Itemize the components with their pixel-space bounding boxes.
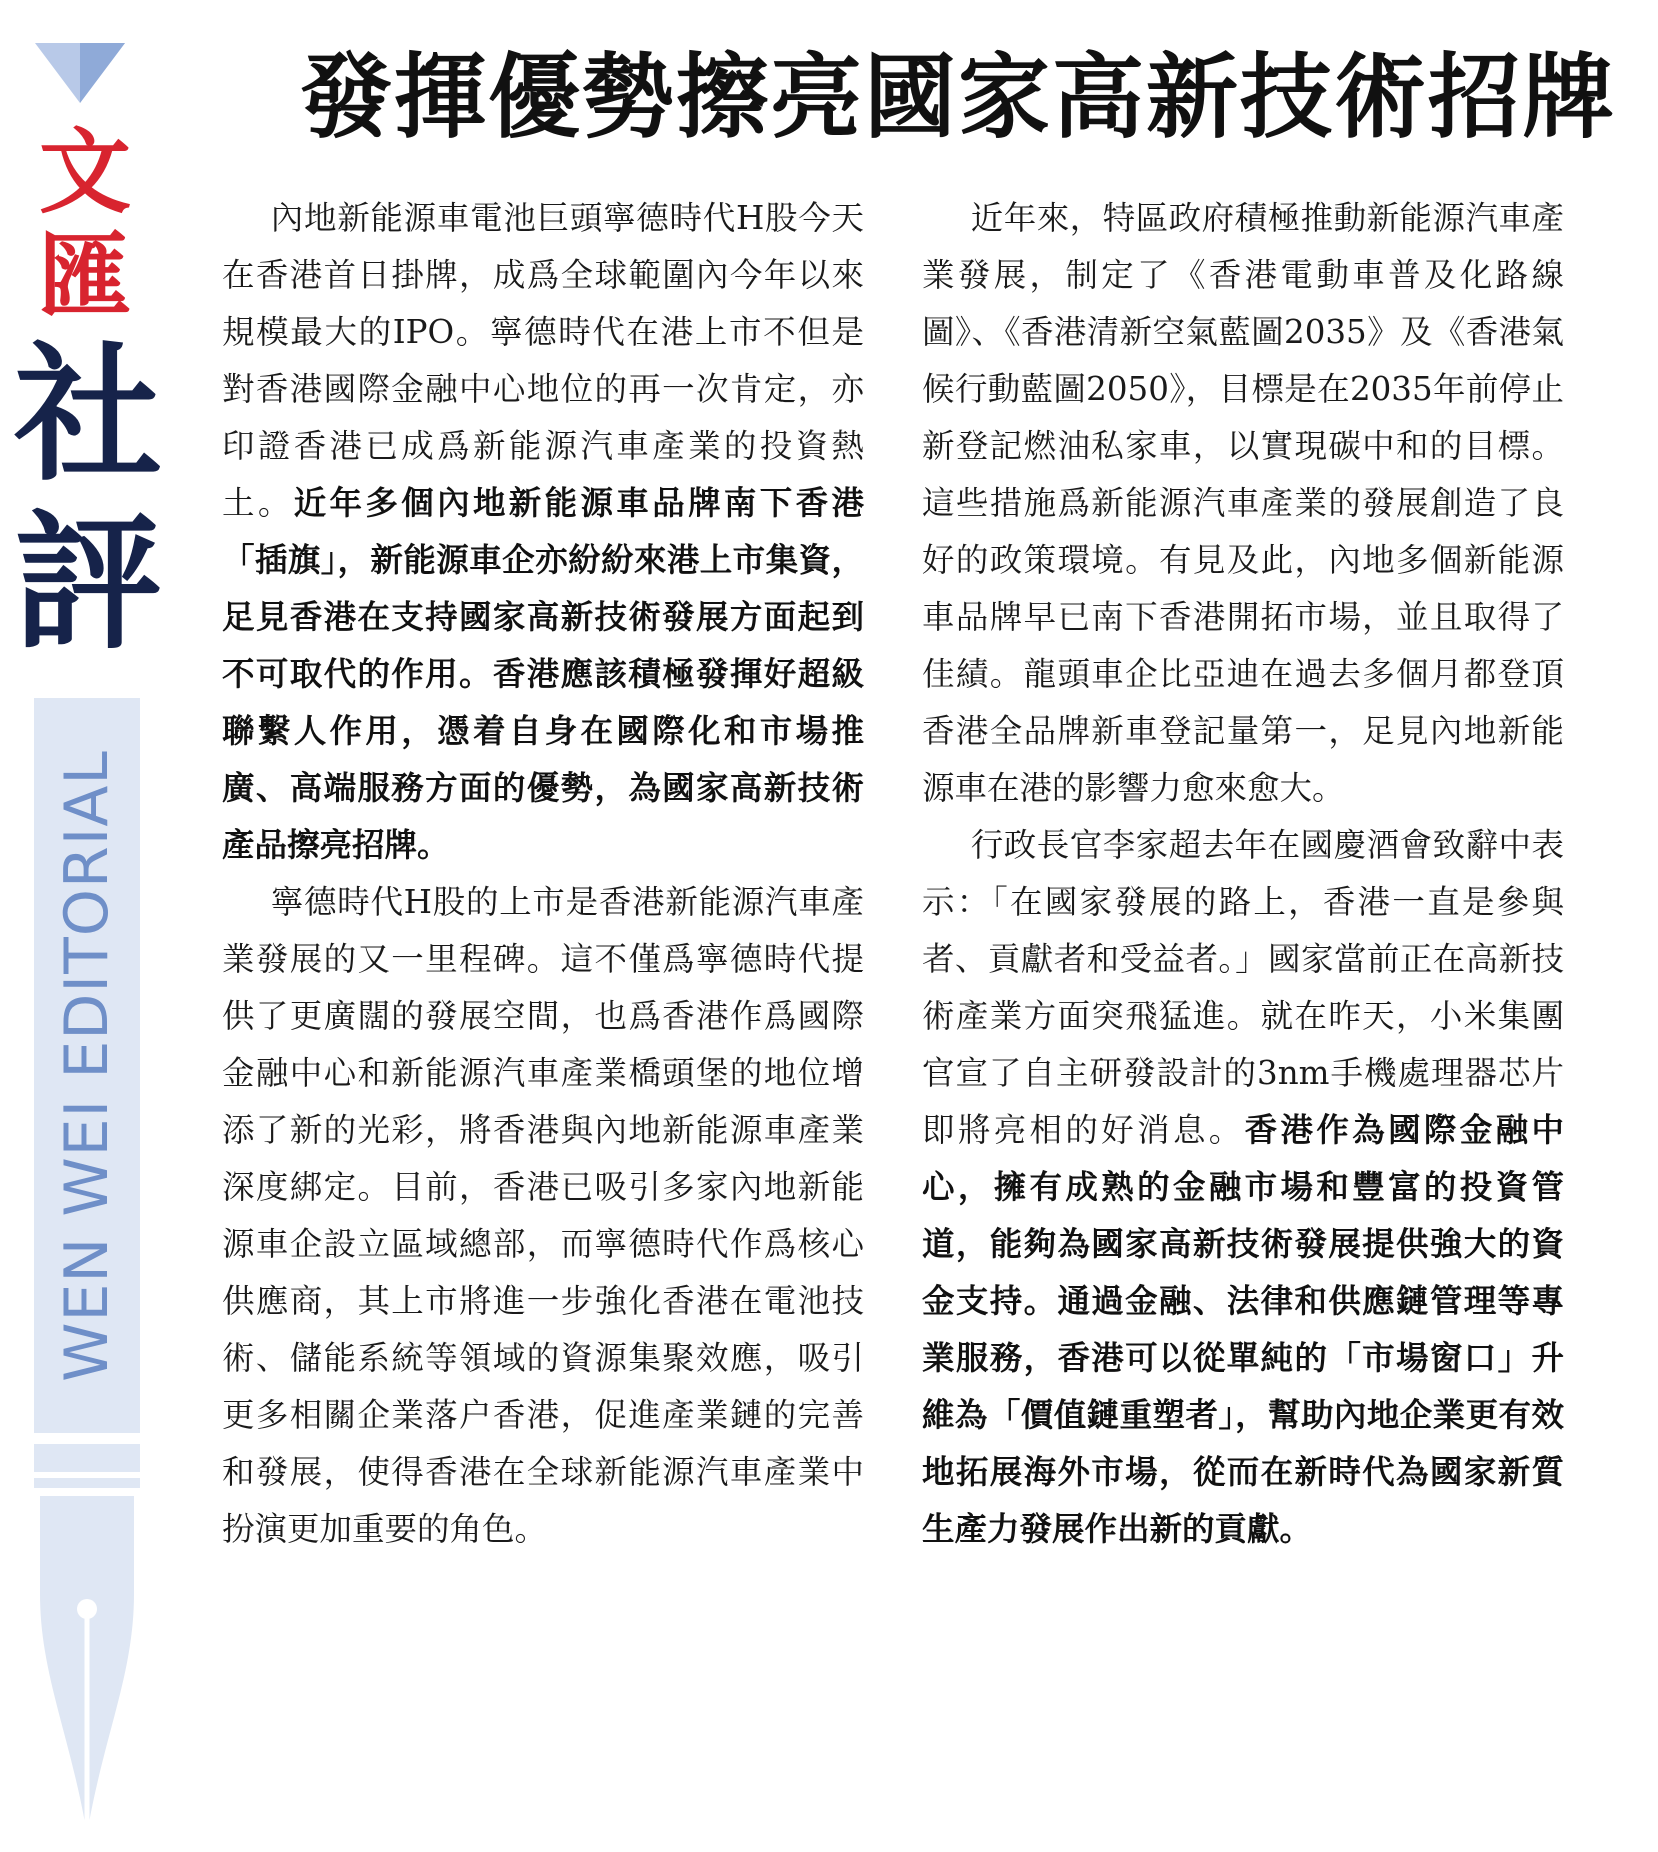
- wenwei-logo: [30, 120, 140, 328]
- article-column-left: [222, 190, 864, 1558]
- paragraph: 近年來，特區政府積極推動新能源汽車產業發展，制定了《香港電動車普及化路線圖》、《香港清新空氣藍圖2035》及《香港氣候行動藍圖2050》，目標是在2035年前停止新登記燃油私家車，以實現碳中和的目標。這些措施爲新能源汽車產業的發展創造了良好的政策環境。有見及此，內地多個新能源車品牌早已南下香港開拓市場，並且取得了佳績。龍頭車企比亞迪在過去多個月都登頂香港全品牌新車登記量第一，足見內地新能源車在港的影響力愈來愈大。: [922, 199, 1564, 807]
- paragraph-emphasis: 近年多個內地新能源車品牌南下香港「插旗」，新能源車企亦紛紛來港上市集資，足見香港在支持國家高新技術發展方面起到不可取代的作用。香港應該積極發揮好超級聯繫人作用，憑着自身在國際化和市場推廣、高端服務方面的優勢，為國家高新技術產品擦亮招牌。: [222, 484, 864, 864]
- wen-wei-editorial-text: WEN WEI EDITORIAL: [52, 749, 122, 1382]
- article-column-right: [922, 190, 1564, 1558]
- paragraph-text: 行政長官李家超去年在國慶酒會致辭中表示：「在國家發展的路上，香港一直是參與者、貢獻者和受益者。」國家當前正在高新技術產業方面突飛猛進。就在昨天，小米集團官宣了自主研發設計的3nm手機處理器芯片即將亮相的好消息。: [922, 826, 1564, 1149]
- paragraph: [222, 190, 864, 874]
- label-char-2: 評: [14, 495, 162, 669]
- editorial-label: [14, 327, 162, 669]
- logo-char-1: 文: [38, 118, 131, 226]
- fountain-pen-icon: [34, 1444, 140, 1844]
- headline: 發揮優勢擦亮國家高新技術招牌: [300, 43, 1617, 151]
- paragraph-text: 內地新能源車電池巨頭寧德時代H股今天在香港首日掛牌，成爲全球範圍內今年以來規模最大的IPO。寧德時代在港上市不但是對香港國際金融中心地位的再一次肯定，亦印證香港已成爲新能源汽車產業的投資熱土。: [222, 199, 864, 522]
- editorial-banner: [0, 0, 175, 1852]
- paragraph: 寧德時代H股的上市是香港新能源汽車產業發展的又一里程碑。這不僅爲寧德時代提供了更廣闊的發展空間，也爲香港作爲國際金融中心和新能源汽車產業橋頭堡的地位增添了新的光彩，將香港與內地新能源車產業深度綁定。目前，香港已吸引多家內地新能源車企設立區域總部，而寧德時代作爲核心供應商，其上市將進一步強化香港在電池技術、儲能系統等領域的資源集聚效應，吸引更多相關企業落户香港，促進產業鏈的完善和發展，使得香港在全球新能源汽車產業中扮演更加重要的角色。: [222, 883, 864, 1548]
- triangle-icon: [20, 38, 140, 108]
- paragraph: [922, 817, 1564, 1558]
- logo-char-2: 匯: [38, 222, 131, 330]
- paragraph-emphasis: 香港作為國際金融中心，擁有成熟的金融市場和豐富的投資管道，能夠為國家高新技術發展提供強大的資金支持。通過金融、法律和供應鏈管理等專業服務，香港可以從單純的「市場窗口」升維為「價值鏈重塑者」，幫助內地企業更有效地拓展海外市場，從而在新時代為國家新質生產力發展作出新的貢獻。: [922, 1111, 1564, 1548]
- label-char-1: 社: [14, 327, 162, 501]
- editorial-band: [34, 698, 140, 1433]
